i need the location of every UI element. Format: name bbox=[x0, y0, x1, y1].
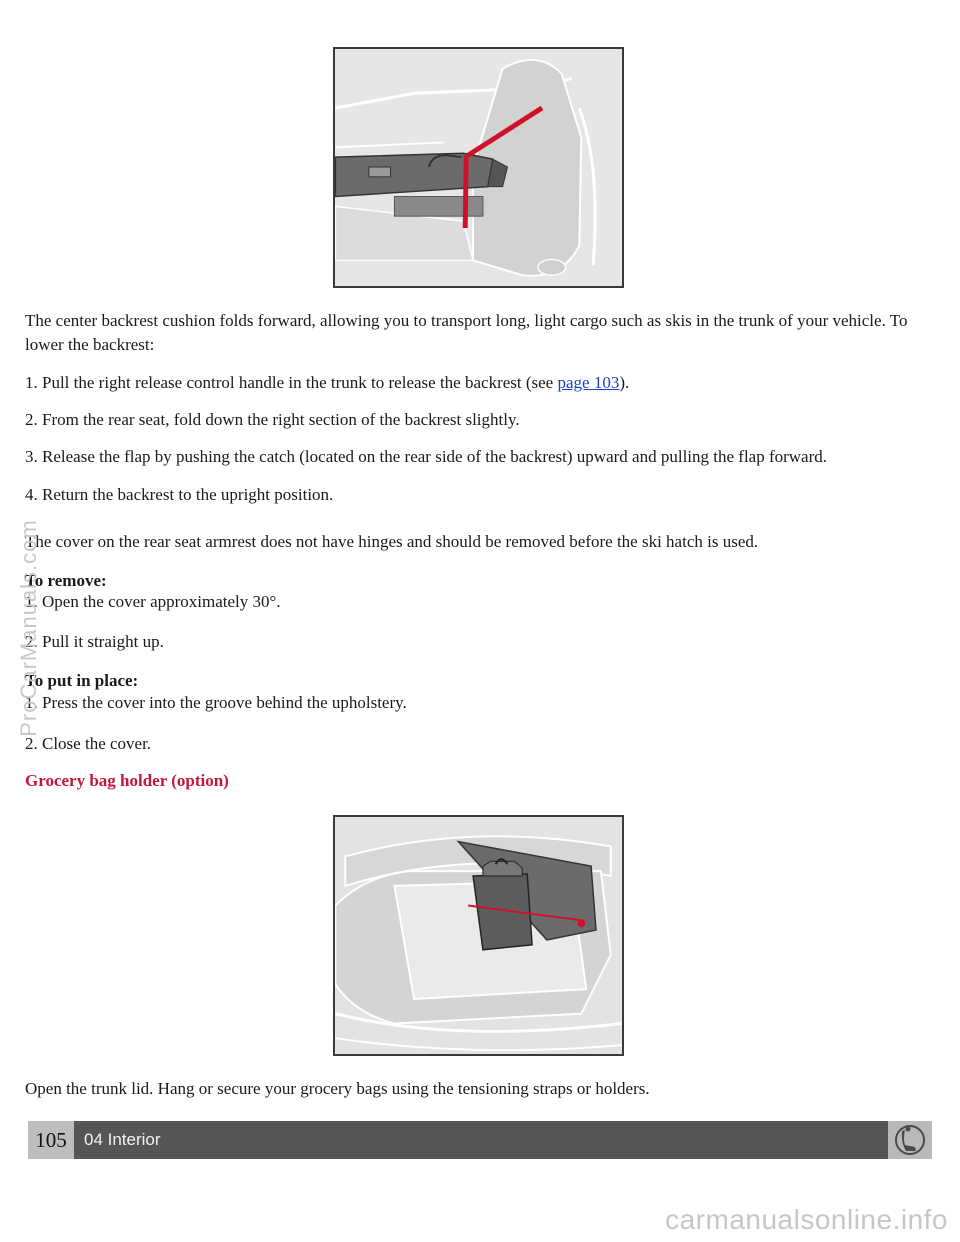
place-step-2: 2. Close the cover. bbox=[25, 734, 152, 753]
section-label: 04 Interior bbox=[84, 1130, 161, 1149]
grocery-bag-illustration bbox=[333, 815, 624, 1056]
step-1-text: 1. Pull the right release control handle in the trunk to release the backrest (see bbox=[25, 373, 558, 392]
page-103-link[interactable]: page 103 bbox=[557, 373, 620, 392]
ski-hatch-drawing bbox=[335, 49, 622, 286]
step-1 bbox=[25, 371, 629, 395]
step-1-end: ). bbox=[619, 373, 630, 392]
grocery-bag-heading: Grocery bag holder (option) bbox=[25, 771, 229, 790]
place-step-1: 1. Press the cover into the groove behind the upholstery. bbox=[25, 693, 407, 712]
place-heading: To put in place: bbox=[25, 671, 139, 690]
intro-paragraph: The center backrest cushion folds forward, allowing you to transport long, light cargo such as skis in the trunk of your vehicle. To lower the backrest: bbox=[25, 311, 908, 354]
seat-icon bbox=[888, 1121, 932, 1159]
step-2: 2. From the rear seat, fold down the right section of the backrest slightly. bbox=[25, 410, 520, 429]
step-3: 3. Release the flap by pushing the catch (located on the rear side of the backrest) upward and pulling the flap forward. bbox=[25, 447, 828, 466]
side-watermark: ProCarManuals.com bbox=[16, 519, 41, 737]
bottom-watermark: carmanualsonline.info bbox=[665, 1204, 948, 1235]
page-footer bbox=[28, 1121, 932, 1159]
remove-heading: To remove: bbox=[25, 571, 107, 590]
cover-note: The cover on the rear seat armrest does not have hinges and should be removed before the ski hatch is used. bbox=[25, 532, 759, 551]
ski-hatch-illustration bbox=[333, 47, 624, 288]
step-4: 4. Return the backrest to the upright position. bbox=[25, 485, 334, 504]
grocery-instructions: Open the trunk lid. Hang or secure your grocery bags using the tensioning straps or holders. bbox=[25, 1079, 650, 1098]
page-number: 105 bbox=[28, 1121, 74, 1159]
remove-step-1: 1. Open the cover approximately 30°. bbox=[25, 592, 281, 611]
grocery-bag-drawing bbox=[335, 817, 622, 1054]
remove-step-2: 2. Pull it straight up. bbox=[25, 632, 164, 651]
